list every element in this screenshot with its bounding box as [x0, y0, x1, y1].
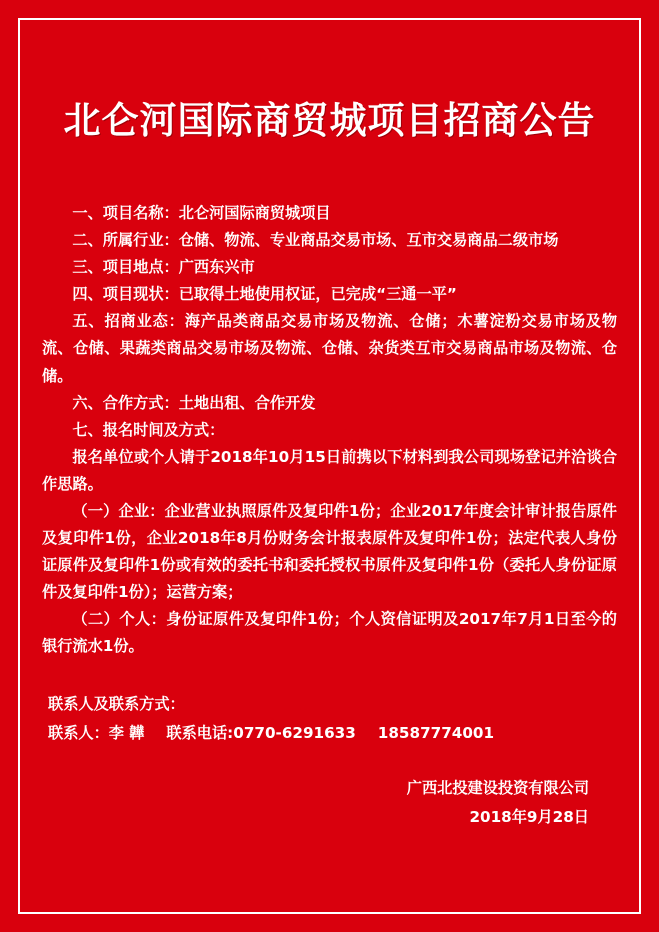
contact-section	[42, 690, 617, 748]
paragraph-location: 三、项目地点：广西东兴市	[72, 258, 255, 277]
paragraph-business-types: 五、招商业态：海产品类商品交易市场及物流、仓储；木薯淀粉交易市场及物流、仓储、果蔬类商品交易市场及物流、仓储、杂货类互市交易商品市场及物流、仓储。	[42, 312, 617, 385]
paragraph-industry: 二、所属行业：仓储、物流、专业商品交易市场、互市交易商品二级市场	[72, 231, 559, 250]
paragraph-registration-heading: 七、报名时间及方式：	[72, 420, 225, 439]
paragraph-enterprise-materials: （一）企业：企业营业执照原件及复印件1份；企业2017年度会计审计报告原件及复印件1份，企业2018年8月份财务会计报表原件及复印件1份；法定代表人身份证原件及复印件1份或有效的委托书和委托授权书原件及复印件1份（委托人身份证原件及复印件1份）；运营方案；	[42, 501, 617, 601]
contact-heading: 联系人及联系方式：	[48, 695, 185, 714]
contact-details	[48, 719, 617, 748]
announcement-body	[42, 200, 617, 660]
signature-company: 广西北投建设投资有限公司	[406, 778, 589, 797]
paragraph-status: 四、项目现状：已取得土地使用权证，已完成“三通一平”	[72, 285, 457, 304]
paragraph-project-name: 一、项目名称：北仑河国际商贸城项目	[72, 204, 331, 223]
paragraph-individual-materials: （二）个人：身份证原件及复印件1份；个人资信证明及2017年7月1日至今的银行流水1份。	[42, 609, 617, 655]
contact-phone-label: 联系电话:	[166, 723, 234, 742]
contact-person-label: 联系人：	[48, 723, 109, 742]
paragraph-cooperation: 六、合作方式：土地出租、合作开发	[72, 393, 316, 412]
contact-phone-secondary: 18587774001	[377, 723, 495, 742]
page-title: 北仑河国际商贸城项目招商公告	[63, 99, 596, 142]
contact-person-name: 李 韡	[108, 723, 145, 742]
signature-date: 2018年9月28日	[469, 807, 589, 826]
contact-phone-primary: 0770-6291633	[233, 723, 356, 742]
paragraph-registration-detail: 报名单位或个人请于2018年10月15日前携以下材料到我公司现场登记并洽谈合作思路。	[42, 447, 617, 493]
signature-section	[42, 774, 617, 832]
